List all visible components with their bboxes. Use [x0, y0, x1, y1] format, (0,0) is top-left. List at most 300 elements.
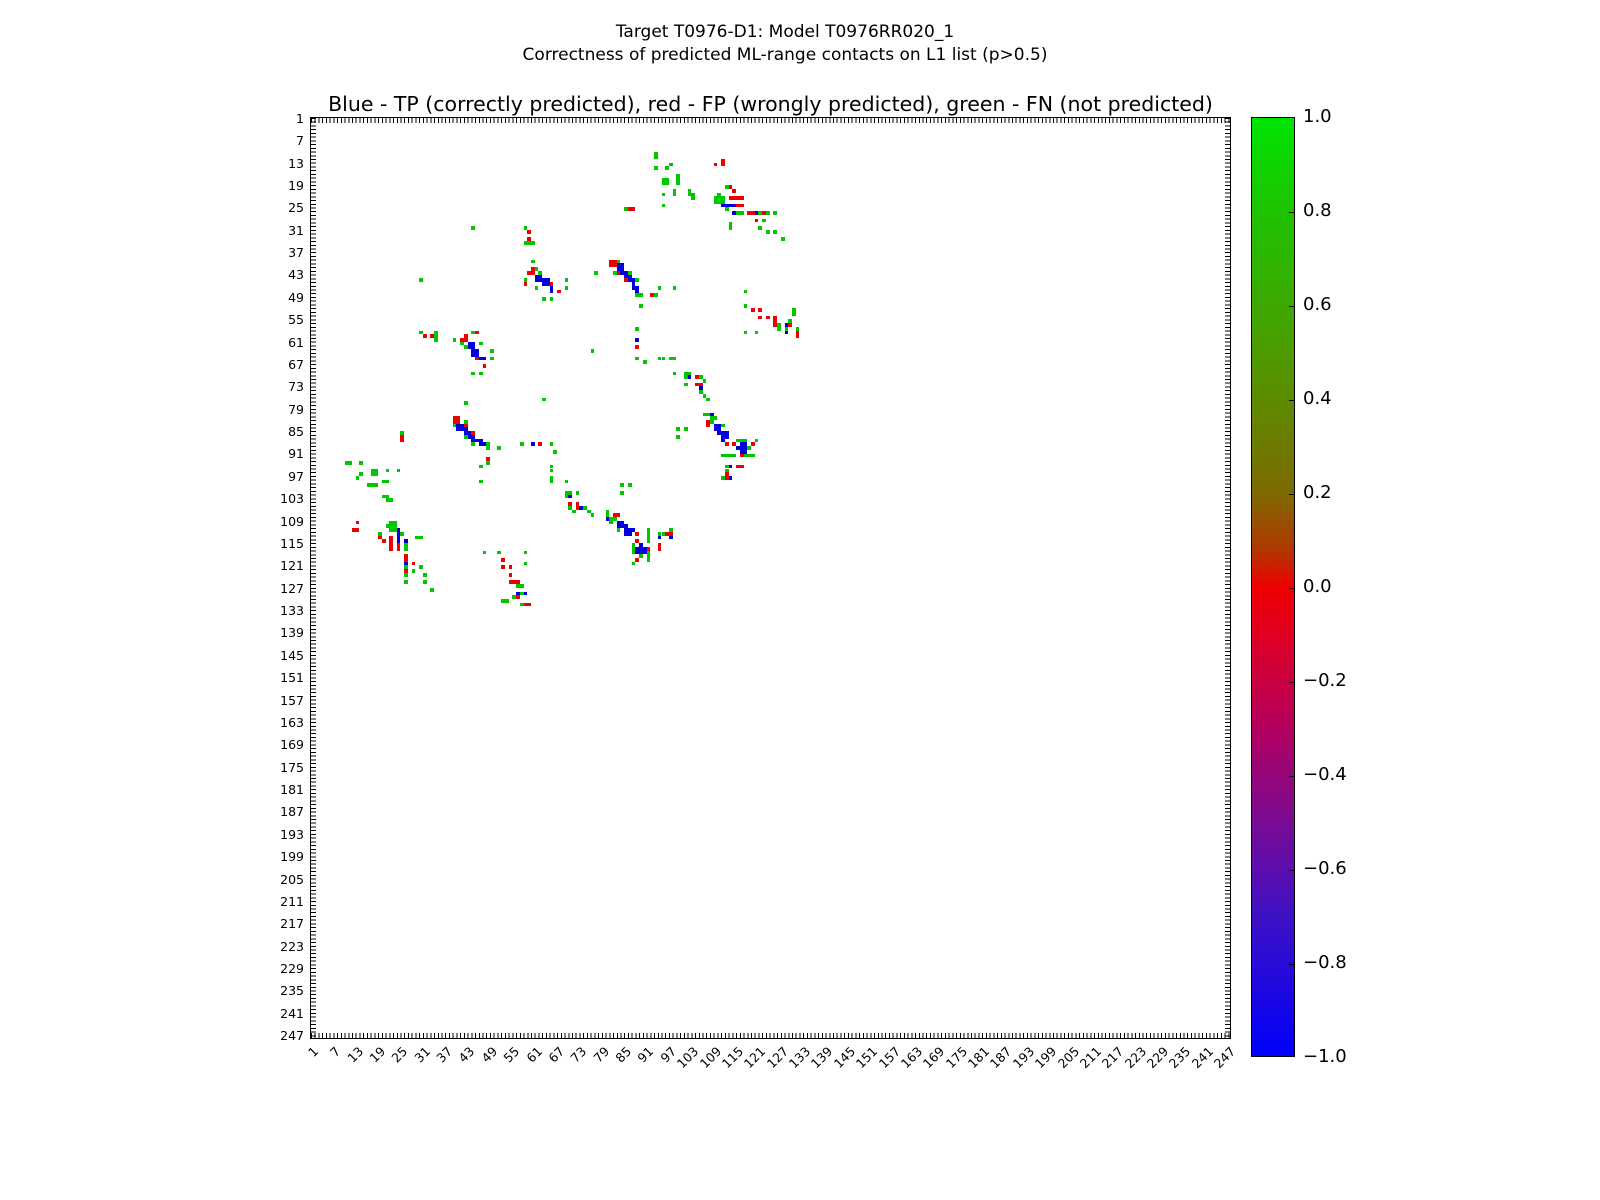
- contact-cell: [781, 237, 785, 241]
- y-tick-label: 199: [280, 849, 304, 865]
- contact-cell: [747, 446, 751, 450]
- contact-cell: [665, 181, 669, 185]
- contact-cell: [382, 539, 386, 543]
- contact-cell: [374, 483, 378, 487]
- x-tick-label: 223: [1121, 1043, 1149, 1072]
- y-tick-label: 25: [288, 200, 304, 216]
- y-tick-label: 217: [280, 916, 304, 932]
- x-tick-label: 1: [304, 1043, 322, 1060]
- contact-cell: [471, 226, 475, 230]
- colorbar-tick-label: −1.0: [1303, 1046, 1347, 1067]
- contact-cell: [647, 547, 651, 551]
- contact-cell: [662, 357, 666, 361]
- contact-cell: [635, 278, 639, 282]
- y-tick-label: 31: [288, 222, 304, 238]
- contact-cell: [501, 558, 505, 562]
- contact-cell: [389, 547, 393, 551]
- contact-cell: [434, 338, 438, 342]
- contact-cell: [632, 207, 636, 211]
- contact-cell: [524, 562, 528, 566]
- x-tick-label: 217: [1098, 1043, 1127, 1072]
- contact-cell: [404, 547, 408, 551]
- y-tick-label: 235: [280, 983, 304, 999]
- colorbar-tick-label: −0.2: [1303, 670, 1347, 691]
- contact-cell: [400, 532, 404, 536]
- x-tick-label: 19: [366, 1043, 389, 1066]
- y-tick-label: 97: [288, 468, 304, 484]
- contact-cell: [516, 595, 520, 599]
- colorbar-tick-label: 1.0: [1303, 106, 1332, 127]
- contact-cell: [729, 465, 733, 469]
- y-tick-label: 19: [288, 177, 304, 193]
- contact-cell: [464, 401, 468, 405]
- x-tick-label: 79: [590, 1043, 612, 1066]
- contact-cell: [412, 562, 416, 566]
- contact-cell: [635, 290, 639, 294]
- x-tick-label: 103: [673, 1043, 702, 1072]
- contact-cell: [699, 386, 703, 390]
- x-tick-label: 55: [500, 1043, 523, 1066]
- contact-cell: [669, 536, 673, 540]
- contact-cell: [647, 558, 651, 562]
- contact-cell: [497, 551, 501, 555]
- contact-cell: [423, 334, 427, 338]
- contact-cell: [386, 469, 390, 473]
- contact-cell: [643, 551, 647, 555]
- contact-cell: [479, 372, 483, 376]
- contact-cell: [654, 166, 658, 170]
- contact-cell: [497, 446, 501, 450]
- contact-cell: [684, 383, 688, 387]
- contact-cell: [635, 357, 639, 361]
- contact-cell: [758, 316, 762, 320]
- contact-cell: [609, 521, 613, 525]
- contact-cell: [755, 331, 759, 335]
- y-tick-label: 175: [280, 759, 304, 775]
- contact-cell: [386, 480, 390, 484]
- y-tick-label: 181: [280, 782, 304, 798]
- contact-cell: [676, 427, 680, 431]
- x-tick-label: 13: [343, 1043, 366, 1066]
- contact-cell: [740, 465, 744, 469]
- contact-cell: [744, 450, 748, 454]
- contact-cell: [725, 442, 729, 446]
- y-tick-label: 211: [280, 893, 304, 909]
- contact-cell: [714, 416, 718, 420]
- contact-cell: [658, 547, 662, 551]
- contact-cell: [654, 293, 658, 297]
- contact-cell: [792, 312, 796, 316]
- contact-cell: [359, 472, 363, 476]
- contact-cell: [758, 308, 762, 312]
- colorbar-tick: [1289, 776, 1294, 777]
- contact-cell: [475, 331, 479, 335]
- contact-cell: [740, 454, 744, 458]
- y-tick-label: 13: [288, 155, 304, 171]
- axes-title: Blue - TP (correctly predicted), red - FP (wrongly predicted), green - FN (not predicted): [328, 92, 1213, 116]
- contact-cell: [777, 327, 781, 331]
- y-tick-label: 1: [296, 110, 304, 126]
- contact-cell: [348, 461, 352, 465]
- contact-cell: [751, 442, 755, 446]
- contact-cell: [404, 562, 408, 566]
- contact-cell: [359, 461, 363, 465]
- contact-cell: [740, 196, 744, 200]
- contact-cell: [527, 230, 531, 234]
- contact-cell: [542, 398, 546, 402]
- contact-cell: [635, 327, 639, 331]
- y-tick-label: 127: [280, 580, 304, 596]
- figure-title-line1: Target T0976-D1: Model T0976RR020_1: [615, 22, 955, 42]
- minor-ticks-top: [311, 118, 1230, 123]
- colorbar-tick-label: −0.4: [1303, 764, 1347, 785]
- y-tick-label: 169: [280, 737, 304, 753]
- contact-cell: [732, 189, 736, 193]
- minor-ticks-left: [311, 118, 316, 1038]
- contact-cell: [572, 510, 576, 514]
- colorbar-tick: [1289, 588, 1294, 589]
- y-tick-label: 49: [288, 289, 304, 305]
- contact-cell: [676, 435, 680, 439]
- colorbar: [1251, 117, 1295, 1057]
- contact-cell: [773, 323, 777, 327]
- contact-cell: [755, 219, 759, 223]
- contact-cell: [662, 204, 666, 208]
- x-tick-label: 115: [718, 1043, 747, 1072]
- x-tick-label: 247: [1210, 1043, 1239, 1072]
- contact-cell: [389, 498, 393, 502]
- contact-cell: [620, 483, 624, 487]
- contact-cell: [565, 278, 569, 282]
- contact-cell: [568, 495, 572, 499]
- y-tick-label: 157: [280, 692, 304, 708]
- contact-cell: [762, 211, 766, 215]
- colorbar-tick-label: 0.8: [1303, 200, 1332, 221]
- x-tick-label: 175: [942, 1043, 970, 1072]
- contact-cell: [620, 491, 624, 495]
- contact-cell: [520, 442, 524, 446]
- contact-cell: [550, 469, 554, 473]
- contact-cell: [509, 573, 513, 577]
- contact-cell: [729, 476, 733, 480]
- contact-cell: [773, 230, 777, 234]
- y-tick-label: 61: [288, 334, 304, 350]
- contact-cell: [576, 491, 580, 495]
- contact-cell: [617, 528, 621, 532]
- contact-cell: [490, 349, 494, 353]
- contact-cell: [684, 427, 688, 431]
- x-tick-label: 229: [1143, 1043, 1172, 1072]
- y-tick-label: 55: [288, 312, 304, 328]
- y-tick-label: 163: [280, 714, 304, 730]
- x-tick-label: 157: [875, 1043, 903, 1072]
- contact-cell: [744, 331, 748, 335]
- contact-cell: [673, 357, 677, 361]
- x-tick-label: 25: [388, 1043, 411, 1066]
- contact-cell: [639, 293, 643, 297]
- contact-cell: [524, 282, 528, 286]
- contact-cell: [755, 211, 759, 215]
- x-tick-label: 181: [964, 1043, 993, 1072]
- x-tick-label: 139: [808, 1043, 836, 1072]
- contact-cell: [419, 278, 423, 282]
- contact-cell: [356, 528, 360, 532]
- contact-cell: [479, 465, 483, 469]
- contact-cell: [639, 554, 643, 558]
- minor-ticks-bottom: [311, 1033, 1230, 1038]
- contact-cell: [766, 316, 770, 320]
- contact-cell: [744, 304, 748, 308]
- contact-cell: [550, 442, 554, 446]
- y-tick-label: 223: [280, 938, 304, 954]
- contact-cell: [773, 211, 777, 215]
- contact-cell: [654, 155, 658, 159]
- contact-cell: [535, 286, 539, 290]
- contact-cell: [486, 457, 490, 461]
- y-tick-label: 91: [288, 446, 304, 462]
- x-tick-label: 91: [634, 1043, 657, 1066]
- contact-cell: [531, 241, 535, 245]
- colorbar-tick-label: 0.6: [1303, 294, 1332, 315]
- contact-cell: [706, 424, 710, 428]
- contact-cell: [714, 163, 718, 167]
- contact-cell: [471, 372, 475, 376]
- contact-cell: [721, 424, 725, 428]
- contact-cell: [356, 476, 360, 480]
- contact-cell: [721, 163, 725, 167]
- x-tick-label: 151: [852, 1043, 881, 1072]
- contact-cell: [509, 565, 513, 569]
- contact-cell: [524, 592, 528, 596]
- colorbar-tick: [1289, 682, 1294, 683]
- contact-cell: [501, 565, 505, 569]
- contact-cell: [632, 528, 636, 532]
- x-tick-label: 127: [763, 1043, 791, 1072]
- contact-cell: [412, 569, 416, 573]
- contact-cell: [423, 580, 427, 584]
- x-tick-label: 211: [1076, 1043, 1105, 1072]
- y-tick-label: 229: [280, 961, 304, 977]
- x-tick-label: 31: [411, 1043, 433, 1066]
- x-tick-label: 43: [455, 1043, 478, 1066]
- x-tick-label: 73: [567, 1043, 590, 1066]
- contact-cell: [751, 308, 755, 312]
- y-tick-label: 37: [288, 245, 304, 261]
- x-tick-label: 187: [987, 1043, 1015, 1072]
- contact-cell: [635, 558, 639, 562]
- contact-cell: [740, 211, 744, 215]
- contact-cell: [430, 588, 434, 592]
- contact-cell: [669, 163, 673, 167]
- contact-cell: [430, 334, 434, 338]
- contact-cell: [550, 297, 554, 301]
- x-tick-label: 193: [1009, 1043, 1037, 1072]
- contact-cell: [673, 372, 677, 376]
- contact-cell: [729, 226, 733, 230]
- figure-title-line2: Correctness of predicted ML-range contacts on L1 list (p>0.5): [522, 45, 1048, 65]
- y-tick-label: 187: [280, 804, 304, 820]
- contact-cell: [483, 442, 487, 446]
- contact-cell: [662, 193, 666, 197]
- contact-cell: [617, 513, 621, 517]
- contact-cell: [404, 569, 408, 573]
- colorbar-tick: [1289, 494, 1294, 495]
- x-tick-label: 109: [696, 1043, 724, 1072]
- colorbar-tick-label: 0.2: [1303, 482, 1332, 503]
- y-tick-label: 115: [280, 535, 304, 551]
- x-tick-label: 205: [1054, 1043, 1082, 1072]
- colorbar-tick-label: 0.0: [1303, 576, 1332, 597]
- x-tick-label: 67: [545, 1043, 568, 1066]
- y-tick-label: 205: [280, 871, 304, 887]
- x-tick-label: 49: [478, 1043, 501, 1066]
- contact-cell: [527, 603, 531, 607]
- contact-cell: [531, 260, 535, 264]
- y-tick-label: 145: [280, 647, 304, 663]
- contact-cell: [404, 580, 408, 584]
- contact-cell: [527, 237, 531, 241]
- contact-cell: [400, 439, 404, 443]
- x-tick-label: 163: [897, 1043, 926, 1072]
- contact-cell: [483, 551, 487, 555]
- contact-cell: [479, 342, 483, 346]
- contact-cell: [516, 592, 520, 596]
- contact-cell: [550, 290, 554, 294]
- contact-cell: [419, 565, 423, 569]
- contact-cell: [758, 226, 762, 230]
- contact-cell: [650, 293, 654, 297]
- contact-cell: [785, 331, 789, 335]
- y-tick-label: 151: [280, 670, 304, 686]
- contact-cell: [732, 454, 736, 458]
- y-tick-label: 73: [288, 379, 304, 395]
- y-tick-label: 133: [280, 603, 304, 619]
- contact-cell: [483, 364, 487, 368]
- contact-cell: [635, 345, 639, 349]
- x-tick-label: 199: [1031, 1043, 1060, 1072]
- colorbar-tick-label: −0.8: [1303, 952, 1347, 973]
- contact-cell: [703, 379, 707, 383]
- contact-cell: [695, 375, 699, 379]
- y-tick-label: 103: [280, 491, 304, 507]
- contact-cell: [397, 539, 401, 543]
- contact-map-plot: [310, 117, 1231, 1039]
- contact-cell: [531, 442, 535, 446]
- contact-cell: [732, 204, 736, 208]
- contact-cell: [639, 304, 643, 308]
- contact-cell: [550, 480, 554, 484]
- contact-cell: [673, 193, 677, 197]
- contact-cell: [647, 539, 651, 543]
- x-tick-label: 7: [327, 1043, 344, 1060]
- contact-cell: [706, 398, 710, 402]
- contact-cell: [606, 517, 610, 521]
- contact-cell: [751, 454, 755, 458]
- contact-cell: [490, 357, 494, 361]
- contact-cell: [471, 442, 475, 446]
- contact-cell: [766, 230, 770, 234]
- contact-cell: [755, 439, 759, 443]
- contact-cell: [762, 219, 766, 223]
- colorbar-tick-label: 0.4: [1303, 388, 1332, 409]
- y-tick-label: 67: [288, 356, 304, 372]
- colorbar-tick: [1289, 870, 1294, 871]
- contact-cell: [516, 580, 520, 584]
- colorbar-tick-label: −0.6: [1303, 858, 1347, 879]
- contact-cell: [404, 539, 408, 543]
- x-tick-label: 97: [657, 1043, 680, 1066]
- colorbar-tick: [1289, 400, 1294, 401]
- contact-cell: [542, 297, 546, 301]
- contact-cell: [404, 573, 408, 577]
- contact-cell: [643, 360, 647, 364]
- contact-cell: [423, 573, 427, 577]
- y-tick-label: 85: [288, 424, 304, 440]
- x-tick-label: 85: [612, 1043, 635, 1066]
- contact-cell: [688, 375, 692, 379]
- y-tick-label: 109: [280, 513, 304, 529]
- contact-cell: [665, 166, 669, 170]
- contact-cell: [356, 521, 360, 525]
- contact-cell: [658, 536, 662, 540]
- y-tick-label: 247: [280, 1028, 304, 1044]
- contact-cell: [565, 286, 569, 290]
- contact-cell: [796, 334, 800, 338]
- contact-cell: [483, 357, 487, 361]
- contact-cell: [744, 290, 748, 294]
- contact-cell: [673, 286, 677, 290]
- x-tick-label: 61: [522, 1043, 545, 1066]
- contact-cell: [591, 349, 595, 353]
- contact-cell: [635, 338, 639, 342]
- contact-cell: [538, 442, 542, 446]
- colorbar-tick: [1289, 306, 1294, 307]
- contact-cell: [591, 513, 595, 517]
- y-tick-label: 7: [296, 133, 304, 149]
- y-tick-label: 193: [280, 826, 304, 842]
- contact-cell: [479, 480, 483, 484]
- contact-cell: [419, 536, 423, 540]
- contact-cell: [486, 446, 490, 450]
- contact-cell: [374, 472, 378, 476]
- contact-cell: [788, 323, 792, 327]
- contact-cell: [397, 469, 401, 473]
- contact-cell: [785, 323, 789, 327]
- x-tick-label: 37: [433, 1043, 456, 1066]
- contact-cell: [453, 338, 457, 342]
- y-tick-label: 121: [280, 558, 304, 574]
- contact-cell: [635, 532, 639, 536]
- contact-cell: [553, 450, 557, 454]
- contact-cell: [486, 461, 490, 465]
- contact-cell: [676, 181, 680, 185]
- contact-cell: [740, 204, 744, 208]
- contact-cell: [524, 551, 528, 555]
- y-tick-label: 139: [280, 625, 304, 641]
- contact-cell: [732, 211, 736, 215]
- y-tick-label: 241: [280, 1005, 304, 1021]
- contact-cell: [520, 584, 524, 588]
- colorbar-tick: [1289, 212, 1294, 213]
- contact-cell: [725, 435, 729, 439]
- contact-cell: [505, 599, 509, 603]
- x-tick-label: 145: [830, 1043, 858, 1072]
- contact-cell: [725, 207, 729, 211]
- x-tick-label: 133: [785, 1043, 814, 1072]
- contact-cell: [397, 547, 401, 551]
- x-tick-label: 121: [741, 1043, 769, 1072]
- minor-ticks-right: [1225, 118, 1230, 1038]
